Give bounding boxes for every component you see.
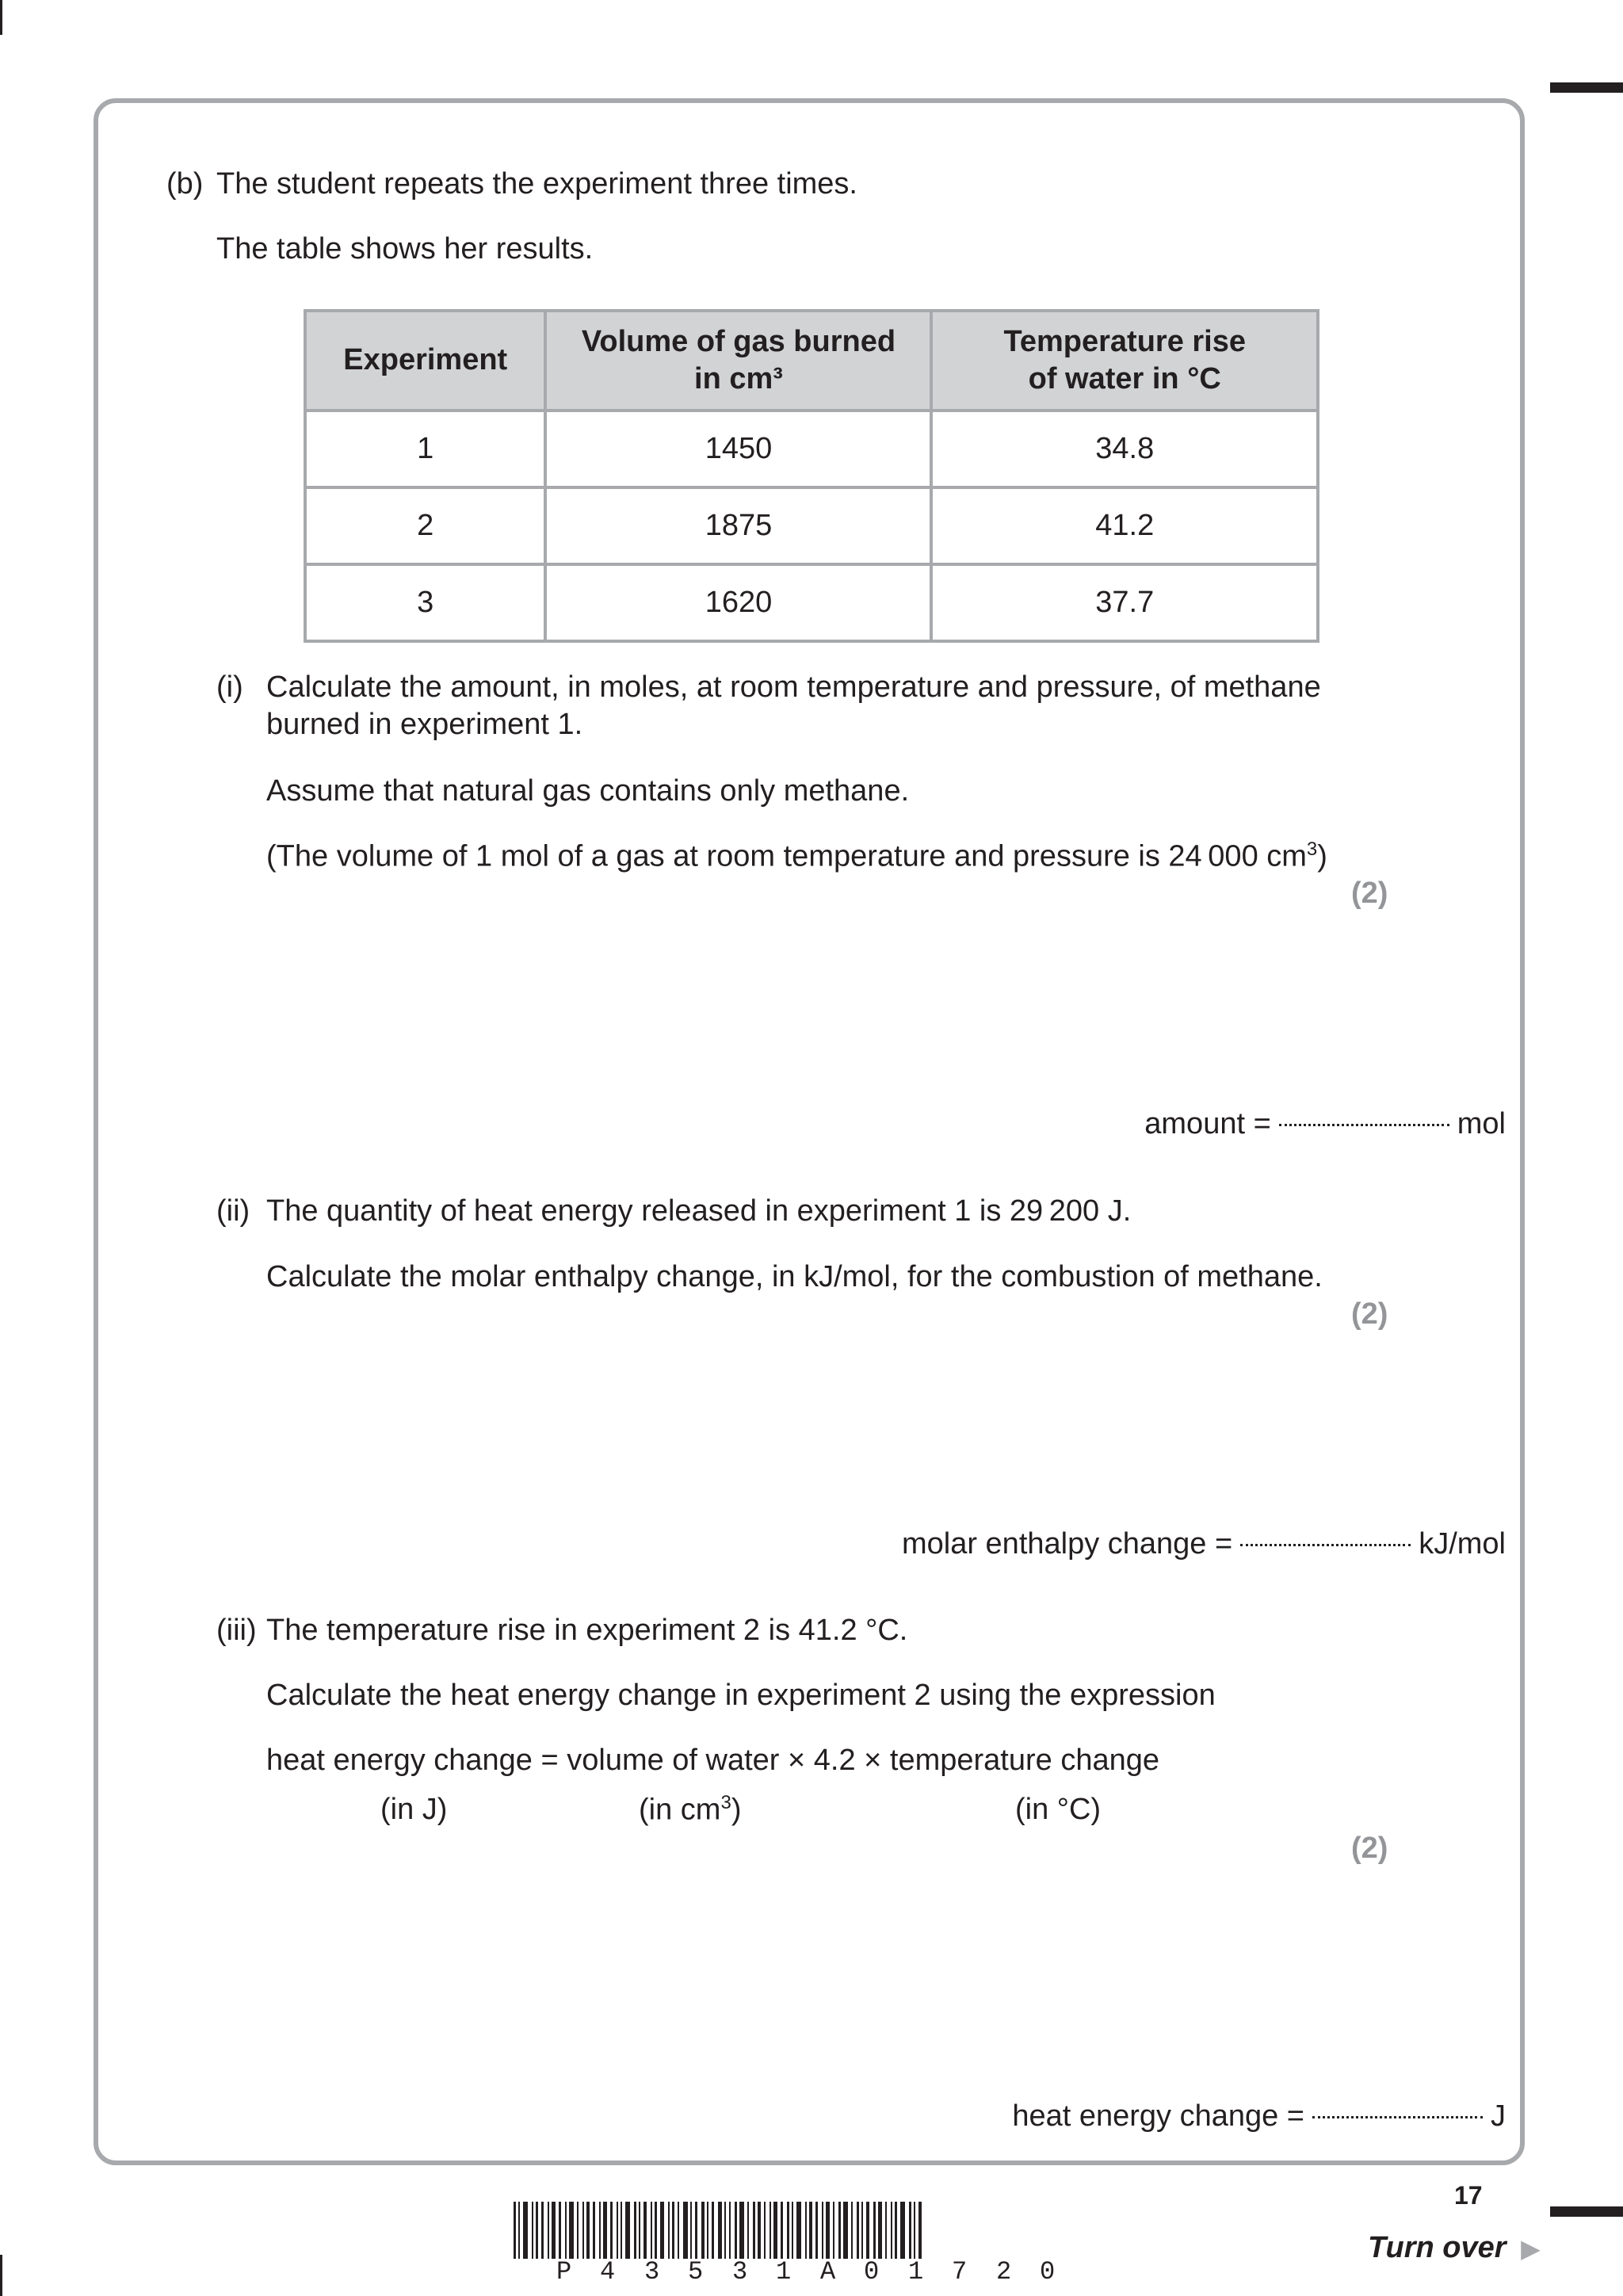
part-intro-line: The table shows her results.	[216, 232, 594, 266]
barcode-bar	[577, 2202, 579, 2259]
barcode	[514, 2202, 1128, 2259]
barcode-digit: 7	[952, 2257, 968, 2286]
question-text: Calculate the heat energy change in experiment 2 using the expression	[266, 1679, 1216, 1712]
barcode-bar	[639, 2202, 640, 2259]
table-header-cell	[931, 311, 1318, 411]
table-header-cell	[305, 311, 545, 411]
barcode-bar	[701, 2202, 705, 2259]
barcode-bar	[781, 2202, 783, 2259]
unit-close: )	[731, 1793, 742, 1827]
barcode-bar	[861, 2202, 863, 2259]
table-header-cell	[545, 311, 931, 411]
barcode-bar	[541, 2202, 544, 2259]
barcode-bar	[826, 2202, 830, 2259]
header-text: Temperature rise	[1003, 324, 1246, 358]
header-text: Volume of gas burned	[581, 324, 896, 358]
table-cell: 1450	[545, 411, 931, 487]
superscript: 3	[720, 1792, 731, 1813]
barcode-bar	[621, 2202, 622, 2259]
answer-label: heat energy change =	[1012, 2099, 1304, 2133]
barcode-bar	[914, 2202, 915, 2259]
barcode-bar	[559, 2202, 561, 2259]
barcode-bar	[851, 2202, 853, 2259]
table-cell: 34.8	[931, 411, 1318, 487]
table-cell: 3	[305, 564, 545, 641]
barcode-bar	[918, 2202, 922, 2259]
table-cell: 41.2	[931, 487, 1318, 564]
table-row	[305, 487, 1318, 564]
barcode-bar	[753, 2202, 755, 2259]
barcode-digit: 4	[600, 2257, 616, 2286]
barcode-bar	[660, 2202, 664, 2259]
barcode-bar	[569, 2202, 574, 2259]
marks-indicator: (2)	[1351, 877, 1388, 910]
barcode-bar	[758, 2202, 761, 2259]
expression: heat energy change = volume of water × 4.2 × temperature change	[266, 1744, 1160, 1777]
barcode-bar	[518, 2202, 520, 2259]
answer-field[interactable]	[1279, 1124, 1449, 1126]
expression-unit: (in °C)	[1015, 1793, 1102, 1826]
barcode-bar	[625, 2202, 630, 2259]
question-label: (iii)	[216, 1614, 257, 1647]
answer-label: amount =	[1144, 1107, 1271, 1140]
answer-field[interactable]	[1312, 2116, 1483, 2118]
barcode-bar	[729, 2202, 731, 2259]
barcode-bar	[909, 2202, 911, 2259]
barcode-bar	[735, 2202, 737, 2259]
barcode-digit: 1	[776, 2257, 792, 2286]
barcode-digit: 5	[688, 2257, 704, 2286]
barcode-bar	[739, 2202, 744, 2259]
barcode-digit: 3	[732, 2257, 748, 2286]
barcode-bar	[634, 2202, 636, 2259]
answer-unit: kJ/mol	[1419, 1527, 1506, 1561]
question-text: Calculate the amount, in moles, at room temperature and pressure, of methane	[266, 670, 1321, 704]
superscript: 3	[1306, 839, 1318, 860]
question-text	[266, 839, 1327, 875]
answer-label: molar enthalpy change =	[901, 1527, 1233, 1561]
registration-bar-top	[1550, 82, 1623, 93]
barcode-bar	[690, 2202, 692, 2259]
answer-field[interactable]	[1240, 1544, 1411, 1546]
barcode-bar	[586, 2202, 590, 2259]
barcode-bar	[668, 2202, 670, 2259]
question-label: (ii)	[216, 1194, 250, 1228]
barcode-bar	[603, 2202, 607, 2259]
barcode-bar	[822, 2202, 823, 2259]
question-text: The temperature rise in experiment 2 is 41.2 °C.	[266, 1614, 908, 1647]
barcode-bar	[873, 2202, 876, 2259]
barcode-bar	[582, 2202, 584, 2259]
barcode-bar	[651, 2202, 652, 2259]
barcode-digit: 1	[908, 2257, 924, 2286]
barcode-bar	[787, 2202, 789, 2259]
barcode-bar	[838, 2202, 841, 2259]
barcode-bar	[695, 2202, 697, 2259]
barcode-bar	[900, 2202, 905, 2259]
barcode-bar	[593, 2202, 595, 2259]
answer-unit: mol	[1457, 1107, 1506, 1140]
barcode-bar	[885, 2202, 887, 2259]
header-text: Experiment	[343, 343, 508, 377]
barcode-bar	[643, 2202, 647, 2259]
barcode-digit: P	[556, 2257, 572, 2286]
answer-line	[1012, 2099, 1506, 2135]
barcode-bar	[809, 2202, 812, 2259]
header-text: in cm³	[694, 362, 783, 395]
barcode-bar	[773, 2202, 777, 2259]
page-number: 17	[1454, 2181, 1483, 2210]
given-data: (The volume of 1 mol of a gas at room temperature and pressure is 24 000 cm	[266, 839, 1307, 873]
barcode-digit: 3	[644, 2257, 660, 2286]
turn-over-text: Turn over	[1368, 2231, 1507, 2264]
barcode-bar	[747, 2202, 749, 2259]
barcode-bar	[805, 2202, 807, 2259]
barcode-digit: 0	[864, 2257, 880, 2286]
barcode-bar	[815, 2202, 818, 2259]
barcode-bar	[678, 2202, 679, 2259]
crop-mark-top-left	[0, 0, 2, 35]
barcode-bar	[707, 2202, 708, 2259]
results-table	[304, 309, 1319, 643]
turn-over-label	[1368, 2231, 1541, 2265]
table-cell: 37.7	[931, 564, 1318, 641]
crop-mark-bottom-left	[0, 2255, 2, 2296]
question-text: burned in experiment 1.	[266, 708, 583, 741]
barcode-bar	[891, 2202, 892, 2259]
question-text: Assume that natural gas contains only methane.	[266, 774, 910, 808]
expression-unit: (in J)	[380, 1793, 448, 1826]
barcode-bar	[565, 2202, 567, 2259]
barcode-bar	[548, 2202, 549, 2259]
barcode-bar	[878, 2202, 882, 2259]
barcode-digit: A	[820, 2257, 836, 2286]
barcode-bar	[724, 2202, 726, 2259]
barcode-bar	[843, 2202, 848, 2259]
barcode-digit: 0	[1040, 2257, 1056, 2286]
barcode-bar	[672, 2202, 674, 2259]
barcode-bar	[764, 2202, 766, 2259]
barcode-bar	[718, 2202, 722, 2259]
marks-indicator: (2)	[1351, 1832, 1388, 1865]
barcode-bar	[610, 2202, 613, 2259]
unit-text: (in cm	[639, 1793, 721, 1827]
barcode-bar	[514, 2202, 516, 2259]
play-arrow-icon: ▶	[1521, 2234, 1541, 2263]
table-header-row	[305, 311, 1318, 411]
header-text: of water in °C	[1028, 362, 1221, 395]
barcode-bar	[833, 2202, 834, 2259]
question-text: Calculate the molar enthalpy change, in kJ/mol, for the combustion of methane.	[266, 1260, 1323, 1293]
barcode-bar	[683, 2202, 688, 2259]
table-cell: 1620	[545, 564, 931, 641]
barcode-digit: 2	[996, 2257, 1012, 2286]
barcode-bar	[796, 2202, 801, 2259]
question-label: (i)	[216, 670, 243, 704]
table-cell: 2	[305, 487, 545, 564]
barcode-bar	[857, 2202, 859, 2259]
part-intro-line: The student repeats the experiment three times.	[216, 167, 857, 201]
answer-unit: J	[1491, 2099, 1506, 2133]
barcode-bar	[895, 2202, 897, 2259]
table-cell: 1875	[545, 487, 931, 564]
barcode-bar	[599, 2202, 601, 2259]
given-data-close: )	[1317, 839, 1327, 873]
barcode-bar	[655, 2202, 657, 2259]
barcode-bar	[617, 2202, 618, 2259]
table-row	[305, 564, 1318, 641]
barcode-bar	[536, 2202, 538, 2259]
barcode-bar	[712, 2202, 714, 2259]
table-row	[305, 411, 1318, 487]
expression-unit	[639, 1792, 741, 1828]
marks-indicator: (2)	[1351, 1297, 1388, 1331]
barcode-bar	[523, 2202, 528, 2259]
answer-line	[902, 1526, 1506, 1563]
question-text: The quantity of heat energy released in experiment 1 is 29 200 J.	[266, 1194, 1132, 1228]
barcode-bar	[552, 2202, 556, 2259]
barcode-bar	[532, 2202, 533, 2259]
barcode-bar	[792, 2202, 793, 2259]
barcode-bar	[769, 2202, 771, 2259]
barcode-bar	[866, 2202, 869, 2259]
answer-line	[1144, 1106, 1506, 1143]
registration-bar-bottom	[1550, 2206, 1623, 2217]
table-cell: 1	[305, 411, 545, 487]
part-label: (b)	[166, 167, 204, 201]
